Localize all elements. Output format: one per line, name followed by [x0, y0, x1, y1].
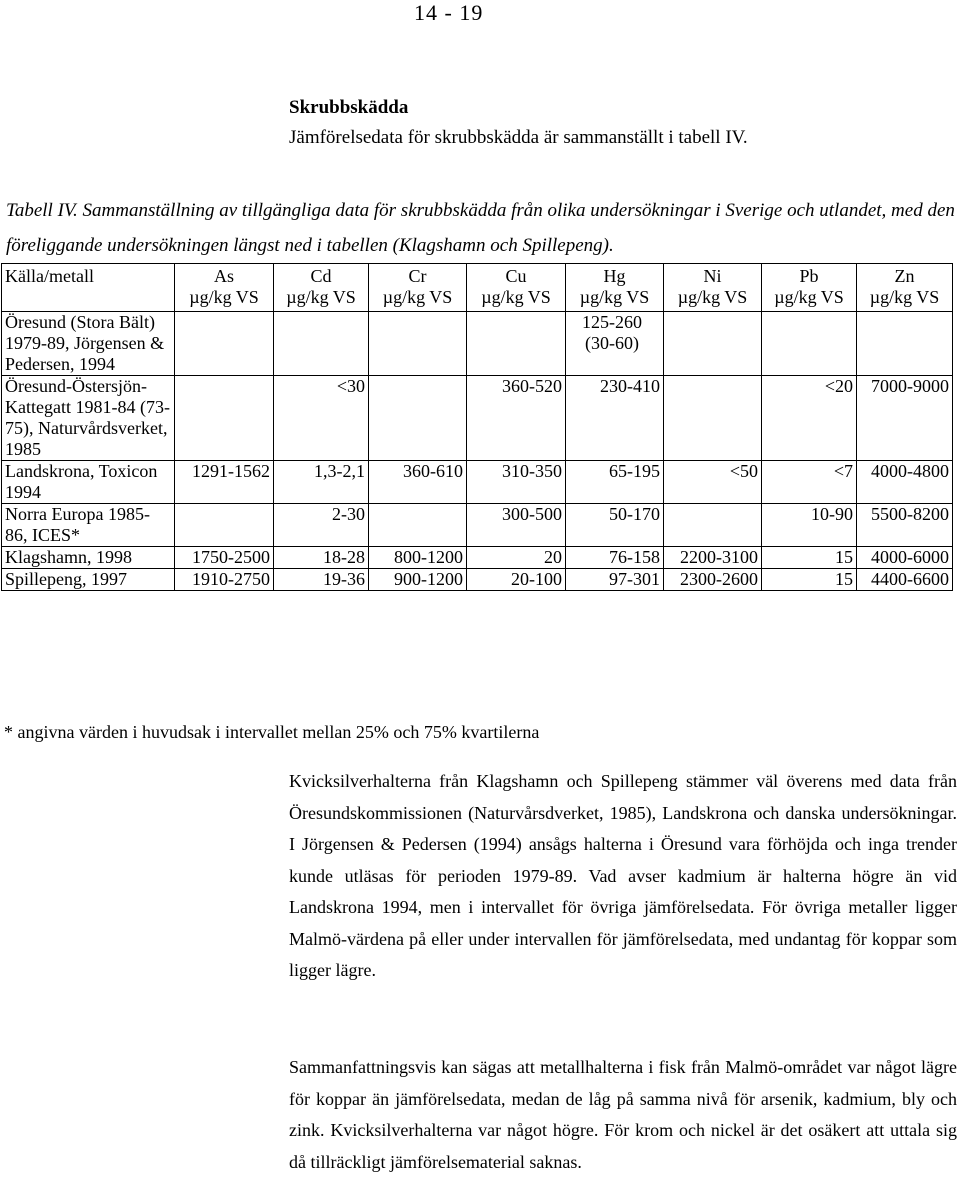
cell-as	[175, 312, 274, 376]
table-row	[2, 569, 953, 591]
column-header-zn: Zn µg/kg VS	[857, 264, 953, 312]
row-source: Öresund-Östersjön-Kattegatt 1981-84 (73-75), Naturvårdsverket, 1985	[2, 376, 175, 461]
cell-as	[175, 376, 274, 461]
cell-cr: 800-1200	[369, 547, 467, 569]
table-row	[2, 312, 953, 376]
cell-zn	[857, 312, 953, 376]
section-title: Skrubbskädda	[289, 97, 409, 118]
cell-cu: 20-100	[467, 569, 566, 591]
section-intro: Jämförelsedata för skrubbskädda är sammanställt i tabell IV.	[289, 127, 748, 148]
cell-ni	[664, 376, 762, 461]
row-source: Norra Europa 1985-86, ICES*	[2, 504, 175, 547]
cell-cr: 900-1200	[369, 569, 467, 591]
cell-as: 1291-1562	[175, 461, 274, 504]
source-column-header: Källa/metall	[2, 264, 175, 312]
table-footnote: * angivna värden i huvudsak i intervallet mellan 25% och 75% kvartilerna	[4, 722, 540, 742]
cell-cu: 300-500	[467, 504, 566, 547]
cell-cd: 18-28	[274, 547, 369, 569]
cell-cd: 1,3-2,1	[274, 461, 369, 504]
column-header-hg: Hg µg/kg VS	[566, 264, 664, 312]
cell-ni: <50	[664, 461, 762, 504]
row-source: Landskrona, Toxicon 1994	[2, 461, 175, 504]
cell-cr	[369, 376, 467, 461]
column-header-cr: Cr µg/kg VS	[369, 264, 467, 312]
cell-zn: 7000-9000	[857, 376, 953, 461]
cell-cu	[467, 312, 566, 376]
row-source: Spillepeng, 1997	[2, 569, 175, 591]
cell-cd: <30	[274, 376, 369, 461]
cell-ni	[664, 504, 762, 547]
table-row	[2, 547, 953, 569]
comparison-table	[1, 263, 953, 591]
row-source: Klagshamn, 1998	[2, 547, 175, 569]
table-header-row	[2, 264, 953, 312]
cell-hg: 97-301	[566, 569, 664, 591]
cell-cr: 360-610	[369, 461, 467, 504]
cell-hg: 65-195	[566, 461, 664, 504]
row-source: Öresund (Stora Bält) 1979-89, Jörgensen & Pedersen, 1994	[2, 312, 175, 376]
cell-ni: 2200-3100	[664, 547, 762, 569]
cell-pb: <20	[762, 376, 857, 461]
table-row	[2, 504, 953, 547]
cell-pb: 10-90	[762, 504, 857, 547]
cell-cu: 20	[467, 547, 566, 569]
table-caption: Tabell IV. Sammanställning av tillgängliga data för skrubbskädda från olika undersökningar i Sverige och utlandet, med den föreliggande undersökningen längst ned i tabellen (Klagshamn och Spillepeng).	[6, 200, 955, 256]
cell-cd: 19-36	[274, 569, 369, 591]
column-header-ni: Ni µg/kg VS	[664, 264, 762, 312]
cell-cu: 360-520	[467, 376, 566, 461]
cell-cd: 2-30	[274, 504, 369, 547]
cell-as	[175, 504, 274, 547]
cell-hg: 230-410	[566, 376, 664, 461]
cell-as: 1750-2500	[175, 547, 274, 569]
column-header-pb: Pb µg/kg VS	[762, 264, 857, 312]
cell-hg: 50-170	[566, 504, 664, 547]
paragraph-mercury-comparison: Kvicksilverhalterna från Klagshamn och Spillepeng stämmer väl överens med data från Öresundskommissionen (Naturvårsdverket, 1985), Landskrona och danska undersökningar. I Jörgensen & Pedersen (1994) ansågs halterna i Öresund vara förhöjda och inga trender kunde utläsas för perioden 1979-89. Vad avser kadmium är halterna högre än vid Landskrona 1994, men i intervallet för övriga jämförelsedata. För övriga metaller ligger Malmö-värdena på eller under intervallen för jämförelsedata, med undantag för koppar som ligger lägre.	[289, 771, 957, 980]
cell-pb: <7	[762, 461, 857, 504]
table-row	[2, 376, 953, 461]
cell-ni	[664, 312, 762, 376]
paragraph-summary: Sammanfattningsvis kan sägas att metallhalterna i fisk från Malmö-området var något lägre för koppar än jämförelsedata, medan de låg på samma nivå för arsenik, kadmium, bly och zink. Kvicksilverhalterna var något högre. För krom och nickel är det osäkert att uttala sig då tillräckligt jämförelsematerial saknas.	[289, 1057, 957, 1172]
page-number: 14 - 19	[414, 0, 484, 25]
cell-zn: 4000-6000	[857, 547, 953, 569]
cell-cr	[369, 312, 467, 376]
cell-pb: 15	[762, 569, 857, 591]
cell-pb	[762, 312, 857, 376]
cell-cd	[274, 312, 369, 376]
cell-ni: 2300-2600	[664, 569, 762, 591]
cell-hg: 76-158	[566, 547, 664, 569]
cell-zn: 4000-4800	[857, 461, 953, 504]
column-header-cd: Cd µg/kg VS	[274, 264, 369, 312]
column-header-cu: Cu µg/kg VS	[467, 264, 566, 312]
cell-zn: 5500-8200	[857, 504, 953, 547]
cell-zn: 4400-6600	[857, 569, 953, 591]
cell-cu: 310-350	[467, 461, 566, 504]
cell-cr	[369, 504, 467, 547]
cell-pb: 15	[762, 547, 857, 569]
cell-as: 1910-2750	[175, 569, 274, 591]
table-row	[2, 461, 953, 504]
column-header-as: As µg/kg VS	[175, 264, 274, 312]
cell-hg: 125-260 (30-60)	[566, 312, 664, 376]
